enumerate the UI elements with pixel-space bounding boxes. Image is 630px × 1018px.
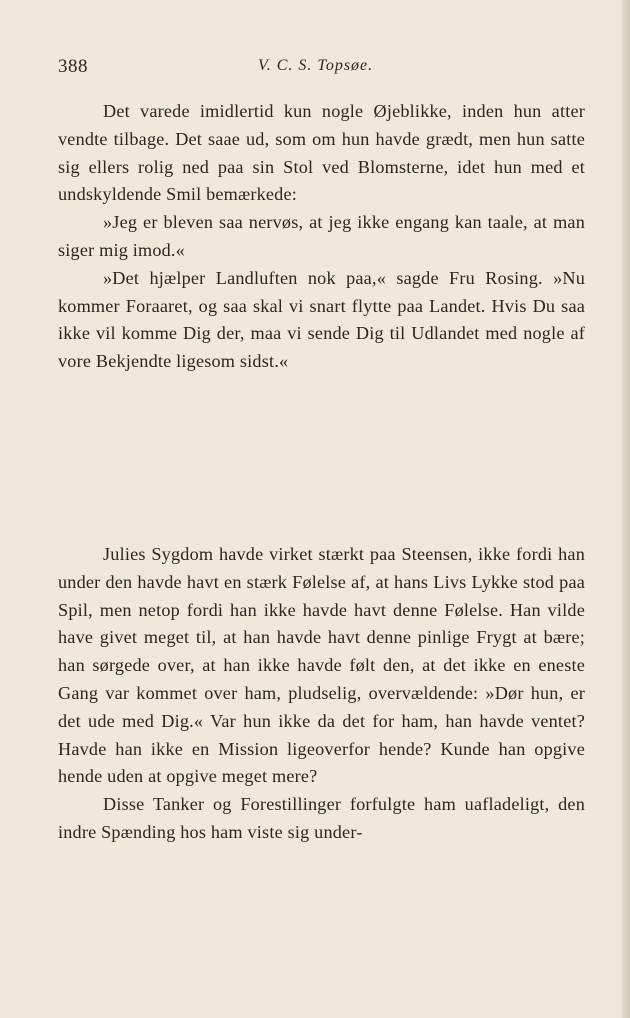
paragraph: Julies Sygdom havde virket stærkt paa Steensen, ikke fordi han under den havde havt en stærk Følelse af, at hans Livs Lykke stod paa Spil, men netop fordi han ikke havde havt denne Følelse. Han vilde have givet meget til, at han havde havt denne pinlige Frygt at bære; han sørgede over, at han ikke havde følt den, at det ikke en eneste Gang var kommet over ham, pludselig, overvældende: »Dør hun, er det ude med Dig.« Var hun ikke da det for ham, han havde ventet? Havde han ikke en Mission ligeoverfor hende? Kunde han opgive hende uden at opgive meget mere? xyxy=(58,544,585,787)
section-a xyxy=(58,98,585,376)
page-header xyxy=(58,56,588,80)
paragraph: »Jeg er bleven saa nervøs, at jeg ikke engang kan taale, at man siger mig imod.« xyxy=(58,212,585,260)
paragraph: Det varede imidlertid kun nogle Øjeblikke, inden hun atter vendte tilbage. Det saae ud, som om hun havde grædt, men hun satte sig ellers rolig ned paa sin Stol ved Blomsterne, idet hun med et undskyldende Smil bemærkede: xyxy=(58,101,585,205)
paragraph: Disse Tanker og Forestillinger forfulgte ham uafladeligt, den indre Spænding hos ham viste sig under- xyxy=(58,794,585,842)
paragraph: »Det hjælper Landluften nok paa,« sagde Fru Rosing. »Nu kommer Foraaret, og saa skal vi snart flytte paa Landet. Hvis Du saa ikke vil komme Dig der, maa vi sende Dig til Udlandet med nogle af vore Bekjendte ligesom sidst.« xyxy=(58,267,585,372)
page-number: 388 xyxy=(58,56,88,77)
section-b xyxy=(58,541,585,847)
running-title: V. C. S. Topsøe. xyxy=(258,57,374,74)
page-edge xyxy=(622,0,630,1018)
